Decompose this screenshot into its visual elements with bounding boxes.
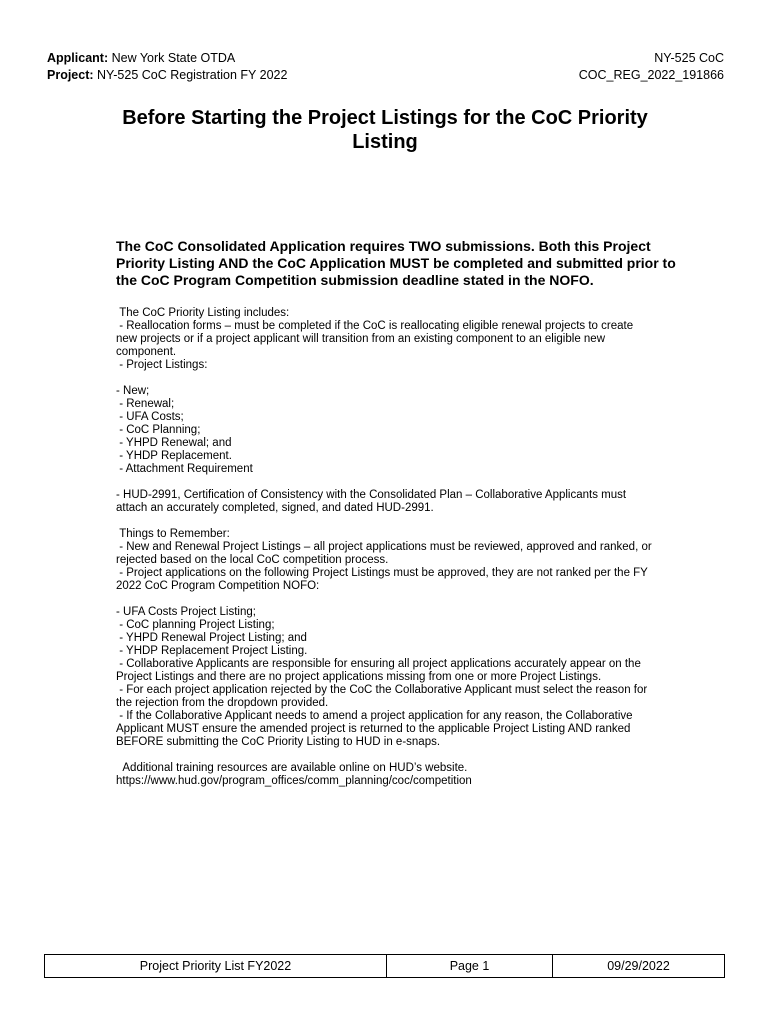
body-line: - CoC planning Project Listing;: [116, 619, 275, 631]
body-line: The CoC Priority Listing includes:: [116, 307, 290, 319]
applicant-value: New York State OTDA: [111, 51, 236, 65]
body-line: - UFA Costs Project Listing;: [116, 606, 256, 618]
body-line: - UFA Costs;: [116, 411, 184, 423]
body-line: https://www.hud.gov/program_offices/comm_planning/coc/competition: [116, 775, 472, 787]
footer-date: 09/29/2022: [607, 959, 670, 973]
intro-paragraph: The CoC Consolidated Application requires TWO submissions. Both this Project Priority Listing AND the CoC Application MUST be completed and submitted prior to the CoC Program Competition submission deadline stated in the NOFO.: [116, 238, 676, 288]
project-label: Project:: [47, 68, 94, 82]
paragraph-gap: [116, 515, 656, 528]
body-line: Additional training resources are available online on HUD’s website.: [116, 762, 468, 774]
paragraph-gap: [116, 593, 656, 606]
body-line: - If the Collaborative Applicant needs to amend a project application for any reason, the Collaborative Applicant MUST ensure the amended project is returned to the applicable Project Listing AND ranked BEFORE submitting the CoC Priority Listing to HUD in e-snaps.: [116, 710, 636, 748]
page-footer: [44, 954, 725, 978]
project-value: NY-525 CoC Registration FY 2022: [97, 68, 288, 82]
body-line: - Renewal;: [116, 398, 175, 410]
body-line: - New;: [116, 385, 150, 397]
applicant-label: Applicant:: [47, 51, 109, 65]
body-line: - Attachment Requirement: [116, 463, 253, 475]
paragraph-gap: [116, 476, 656, 489]
body-line: - New and Renewal Project Listings – all project applications must be reviewed, approved and ranked, or rejected based on the local CoC competition process.: [116, 541, 655, 566]
body-line: - Project applications on the following Project Listings must be approved, they are not ranked per the FY 2022 CoC Program Competition NOFO:: [116, 567, 651, 592]
paragraph-gap: [116, 372, 656, 385]
body-line: - YHDP Replacement.: [116, 450, 232, 462]
body-line: - Reallocation forms – must be completed if the CoC is reallocating eligible renewal projects to create new projects or if a project applicant will transition from an existing component to an eligible new component.: [116, 320, 637, 358]
body-line: Things to Remember:: [116, 528, 230, 540]
header-right: [579, 50, 724, 84]
body-line: - CoC Planning;: [116, 424, 201, 436]
project-line: [47, 67, 287, 84]
body-line: - Collaborative Applicants are responsible for ensuring all project applications accurately appear on the Project Listings and there are no project applications missing from one or more Project Listings.: [116, 658, 645, 683]
body-line: - YHDP Replacement Project Listing.: [116, 645, 308, 657]
body-line: - YHPD Renewal Project Listing; and: [116, 632, 307, 644]
footer-doc-name: Project Priority List FY2022: [45, 955, 387, 977]
header-left: [47, 50, 287, 84]
body-line: - Project Listings:: [116, 359, 208, 371]
footer-page-number: Page 1: [387, 955, 553, 977]
body-text: [116, 307, 656, 788]
body-line: - For each project application rejected by the CoC the Collaborative Applicant must select the reason for the rejection from the dropdown provided.: [116, 684, 651, 709]
body-line: - YHPD Renewal; and: [116, 437, 232, 449]
paragraph-gap: [116, 749, 656, 762]
coc-id: NY-525 CoC: [654, 51, 724, 65]
body-line: - HUD-2991, Certification of Consistency with the Consolidated Plan – Collaborative Applicants must attach an accurately completed, signed, and dated HUD-2991.: [116, 489, 630, 514]
page-title: Before Starting the Project Listings for the CoC Priority Listing: [122, 107, 648, 153]
registration-id: COC_REG_2022_191866: [578, 68, 724, 82]
applicant-line: [47, 50, 287, 67]
